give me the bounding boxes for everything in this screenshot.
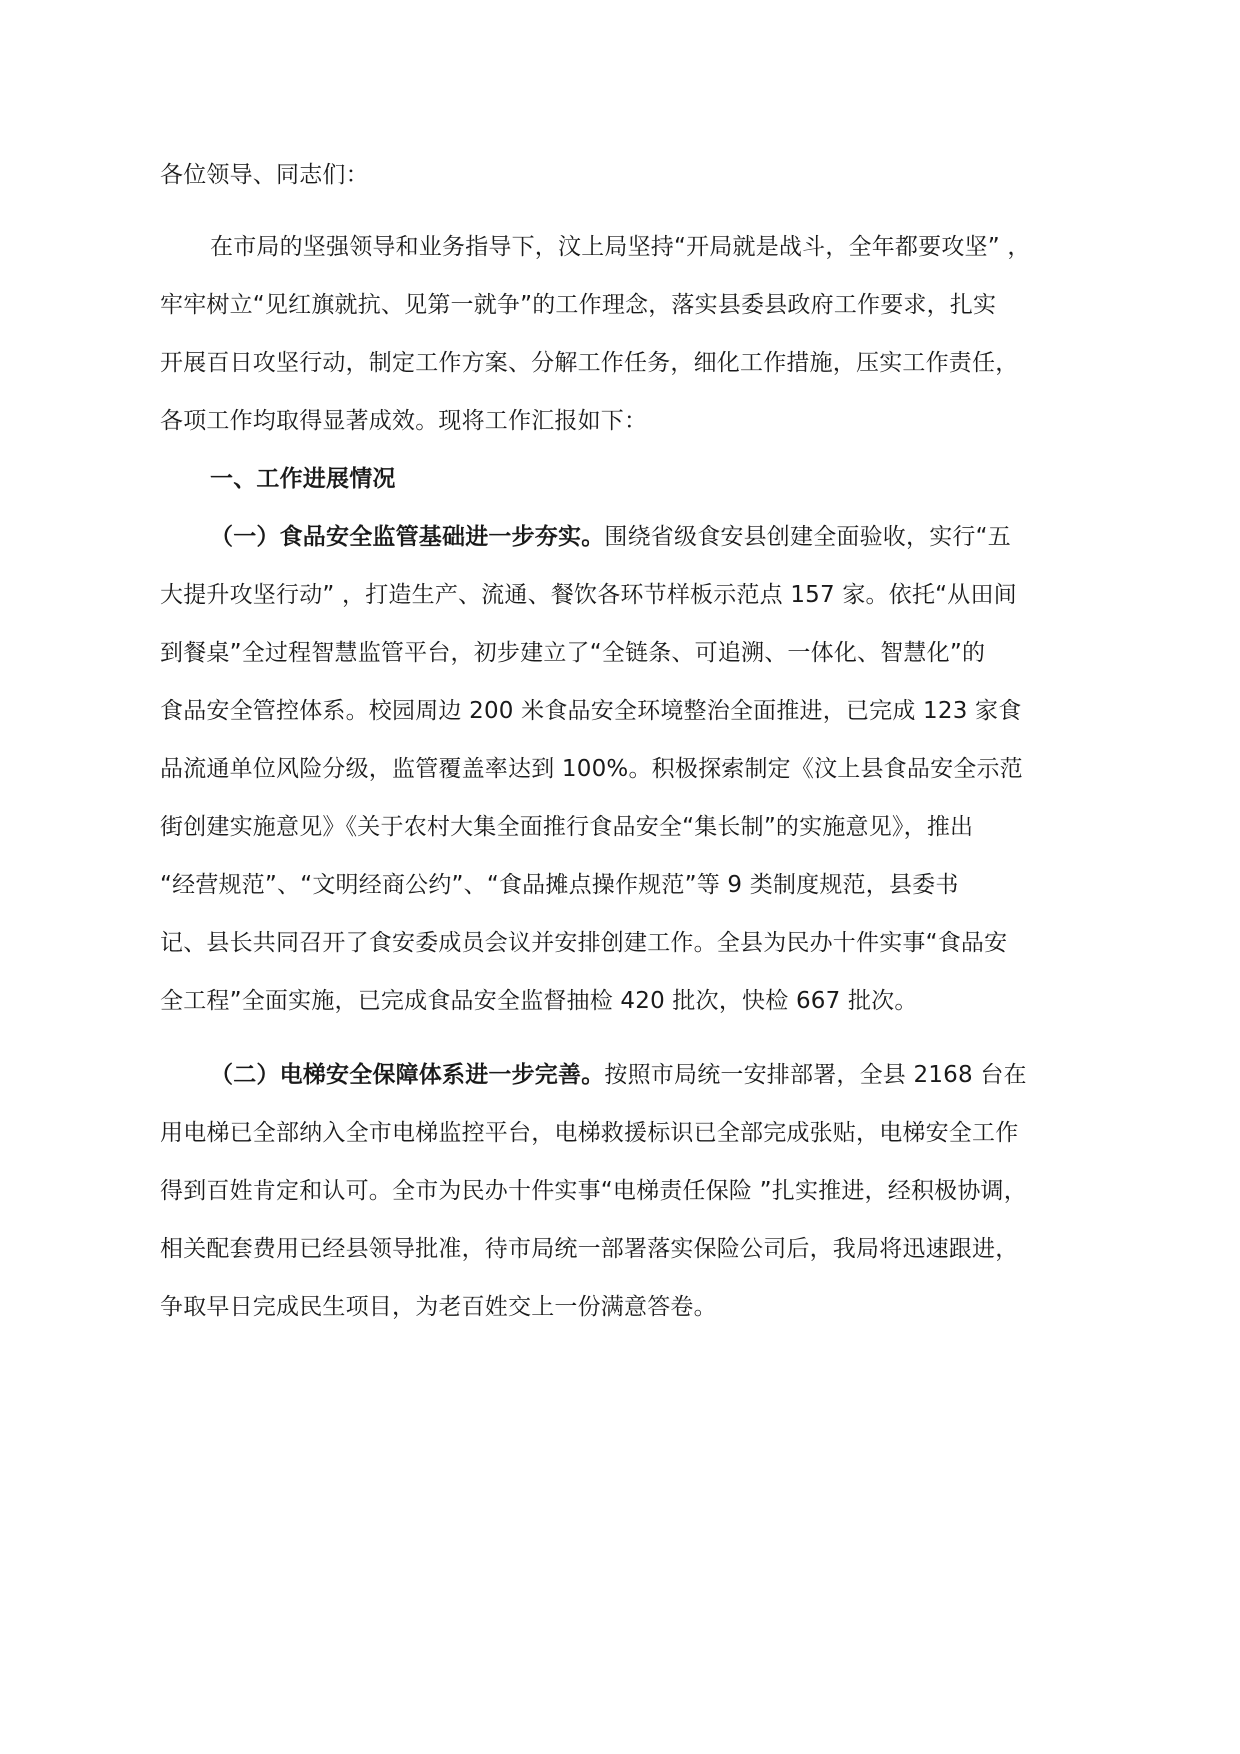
para2-line-2: 用电梯已全部纳入全市电梯监控平台，电梯救援标识已全部完成张贴，电梯安全工作 (160, 1120, 1019, 1146)
para1-line-3: 到餐桌”全过程智慧监管平台，初步建立了“全链条、可追溯、一体化、智慧化”的 (160, 640, 986, 666)
intro-line-1: 在市局的坚强领导和业务指导下，汶上局坚持“开局就是战斗，全年都要攻坚” ， (210, 234, 1031, 260)
salutation: 各位领导、同志们： (160, 162, 369, 188)
para2-line-5: 争取早日完成民生项目，为老百姓交上一份满意答卷。 (160, 1294, 717, 1320)
para1-line-8: 记、县长共同召开了食安委成员会议并安排创建工作。全县为民办十件实事“食品安 (160, 930, 1008, 956)
para1-lead-text: 围绕省级食安县创建全面验收，实行“五 (604, 524, 1011, 550)
para2-line-3: 得到百姓肯定和认可。全市为民办十件实事“电梯责任保险 ”扎实推进，经积极协调， (160, 1178, 1027, 1204)
section-heading: 一、工作进展情况 (210, 466, 396, 492)
para2-lead-text: 按照市局统一安排部署，全县 2168 台在 (604, 1062, 1027, 1088)
intro-line-4: 各项工作均取得显著成效。现将工作汇报如下： (160, 408, 648, 434)
para1-heading: （一）食品安全监管基础进一步夯实。 (210, 524, 605, 550)
para1-line-2: 大提升攻坚行动” ，打造生产、流通、餐饮各环节样板示范点 157 家。依托“从田间 (160, 582, 1017, 608)
para1-line-9: 全工程”全面实施，已完成食品安全监督抽检 420 批次，快检 667 批次。 (160, 988, 918, 1014)
para2-line-1 (210, 1055, 1110, 1095)
intro-line-3: 开展百日攻坚行动，制定工作方案、分解工作任务，细化工作措施，压实工作责任， (160, 350, 1019, 376)
para1-line-1 (210, 517, 1110, 557)
para1-line-6: 街创建实施意见》《关于农村大集全面推行食品安全“集长制”的实施意见》，推出 (160, 814, 974, 840)
para2-line-4: 相关配套费用已经县领导批准，待市局统一部署落实保险公司后，我局将迅速跟进， (160, 1236, 1019, 1262)
para1-line-7: “经营规范”、“文明经商公约”、“食品摊点操作规范”等 9 类制度规范，县委书 (160, 872, 959, 898)
para1-line-5: 品流通单位风险分级，监管覆盖率达到 100%。积极探索制定《汶上县食品安全示范 (160, 756, 1023, 782)
intro-line-2: 牢牢树立“见红旗就抗、见第一就争”的工作理念，落实县委县政府工作要求，扎实 (160, 292, 997, 318)
para1-line-4: 食品安全管控体系。校园周边 200 米食品安全环境整治全面推进，已完成 123 家食 (160, 698, 1022, 724)
para2-heading: （二）电梯安全保障体系进一步完善。 (210, 1062, 605, 1088)
